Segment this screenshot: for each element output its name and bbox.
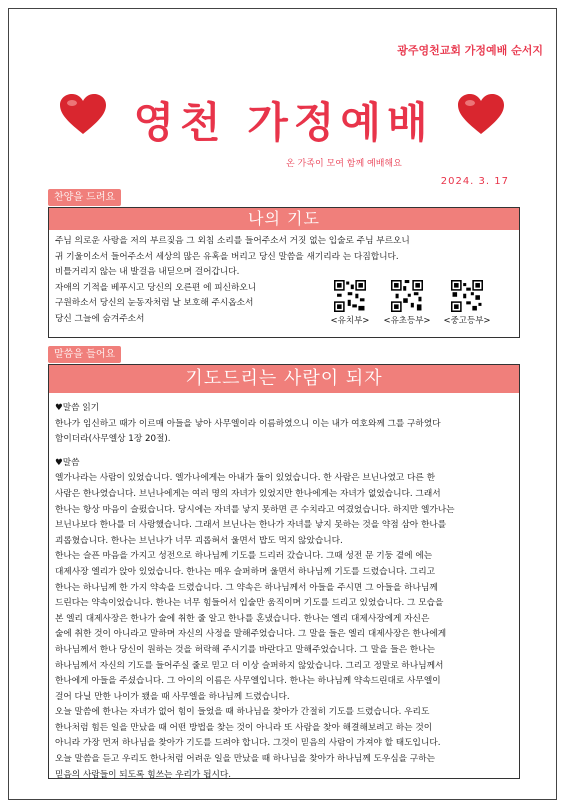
sermon-line: 브닌나보다 한나를 더 사랑했습니다. 그래서 브닌나는 한나가 자녀를 낳지 못하는 것을 약점 삼아 한나를	[55, 520, 447, 531]
sermon-body	[55, 395, 513, 783]
sermon-line: 한나는 항상 마음이 슬펐습니다. 당시에는 자녀를 낳지 못하면 큰 수치라고 여겼었습니다. 하지만 엘가나는	[55, 504, 455, 515]
qr-label: <유치부>	[330, 316, 370, 326]
sermon-line: 오늘 말씀을 듣고 우리도 한나처럼 어려운 일을 만났을 때 하나님을 찾아가 하나님께 도우심을 구하는	[55, 754, 435, 765]
prayer-line: 자애의 기적을 베푸시고 당신의 오른편 에 피신하오니	[55, 282, 257, 293]
sermon-line: 한나처럼 힘든 일을 만났을 때 어떤 방법을 찾는 것이 아니라 또 사람을 찾아 해결해보려고 하는 것이	[55, 722, 433, 733]
reading-heading: ♥말씀 읽기	[55, 403, 100, 413]
qr-code-elementary[interactable]	[391, 280, 423, 312]
qr-code-kindergarten[interactable]	[334, 280, 366, 312]
prayer-section	[48, 207, 520, 338]
sermon-line: 믿음의 사람들이 되도록 힘쓰는 우리가 됩시다.	[55, 769, 232, 780]
sermon-line: 한나에게 아들을 주셨습니다. 그 아이의 이름은 사무엘입니다. 한나는 하나님께 약속드린대로 사무엘이	[55, 676, 441, 687]
reading-line: 한나가 임신하고 때가 이르매 아들을 낳아 사무엘이라 이름하였으니 이는 내가 여호와께 그를 구하였다	[55, 418, 441, 429]
page-title: 영천 가정예배	[133, 98, 434, 147]
qr-label: <중고등부>	[443, 316, 491, 326]
sermon-line: 아니라 가장 먼저 하나님을 찾아가 기도를 드려야 합니다. 그것이 믿음의 사람이 가져야 할 태도입니다.	[55, 738, 441, 749]
sermon-line: 본 엘리 대제사장은 한나가 술에 취한 줄 알고 한나를 혼냈습니다. 한나는 엘리 대제사장에게 자신은	[55, 613, 430, 624]
sermon-line: 엘가나라는 사람이 있었습니다. 엘가나에게는 아내가 둘이 있었습니다. 한 사람은 브닌나였고 다른 한	[55, 473, 435, 484]
prayer-line: 비틀거리지 않는 내 발걸음 내딛으며 걸어갑니다.	[55, 267, 240, 278]
section-tag-word: 말씀을 들어요	[48, 346, 121, 363]
sermon-line: 술에 취한 것이 아니라고 말하며 자신의 사정을 말해주었습니다. 그 말을 들은 엘리 대제사장은 한나에게	[55, 629, 447, 640]
qr-label: <유초등부>	[383, 316, 431, 326]
sermon-line: 대제사장 엘리가 앉아 있었습니다. 한나는 매우 슬퍼하며 울면서 하나님께 기도를 드렸습니다. 그리고	[55, 566, 435, 577]
sermon-line: 오늘 말씀에 한나는 자녀가 없어 힘이 들었을 때 하나님을 찾아가 간절히 기도를 드렸습니다. 우리도	[55, 707, 430, 718]
prayer-title: 나의 기도	[49, 208, 519, 230]
qr-code-youth[interactable]	[451, 280, 483, 312]
sermon-line: 사람은 한나였습니다. 브닌나에게는 여러 명의 자녀가 있었지만 한나에게는 자녀가 없었습니다. 그래서	[55, 488, 441, 499]
sermon-line: 하나님께서 한나 당신이 원하는 것을 허락해 주시기를 바란다고 말해주었습니다. 그 말을 들은 한나는	[55, 644, 435, 655]
sermon-line: 하나님께서 자신의 기도를 들어주실 줄로 믿고 더 이상 슬퍼하지 않았습니다. 그리고 정말로 하나님께서	[55, 660, 444, 671]
sermon-line: 괴롭혔습니다. 한나는 브닌나가 너무 괴롭혀서 울면서 밥도 먹지 않았습니다.	[55, 535, 343, 546]
sermon-line: 드린다는 약속이었습니다. 한나는 너무 힘들어서 입술만 움직이며 기도를 드리고 있었습니다. 그 모습을	[55, 598, 444, 609]
section-tag-praise: 찬양을 드려요	[48, 189, 121, 206]
prayer-line: 귀 기울이소서 들어주소서 세상의 많은 유혹을 버리고 당신 말씀을 새기리라 는 다짐합니다.	[55, 251, 399, 262]
sermon-title: 기도드리는 사람이 되자	[49, 365, 519, 393]
sermon-section	[48, 364, 520, 779]
reading-line: 함이더라(사무엘상 1장 20절).	[55, 434, 171, 445]
sermon-line: 한나는 슬픈 마음을 가지고 성전으로 하나님께 기도를 드리러 갔습니다. 그때 성전 문 기둥 곁에 에는	[55, 551, 433, 562]
sermon-line: 한나는 하나님께 한 가지 약속을 드렸습니다. 그 약속은 하나님께서 아들을 주시면 그 아들을 하나님께	[55, 582, 438, 593]
prayer-line: 구원하소서 당신의 눈동자처럼 날 보호해 주시옵소서	[55, 298, 254, 309]
sermon-heading: ♥말씀	[55, 457, 80, 468]
prayer-line: 당신 그늘에 숨겨주소서	[55, 313, 145, 324]
church-name: 광주영천교회 가정예배 순서지	[397, 44, 543, 57]
worship-date: 2024. 3. 17	[440, 176, 509, 187]
page-subtitle: 온 가족이 모여 함께 예배해요	[286, 159, 402, 169]
prayer-line: 주님 의로운 사랑을 저의 부르짖음 그 외침 소리를 들어주소서 거짓 없는 입술로 주님 부르오니	[55, 236, 410, 246]
sermon-line: 걸어 다닐 만한 나이가 됐을 때 사무엘을 하나님께 드렸습니다.	[55, 691, 290, 702]
